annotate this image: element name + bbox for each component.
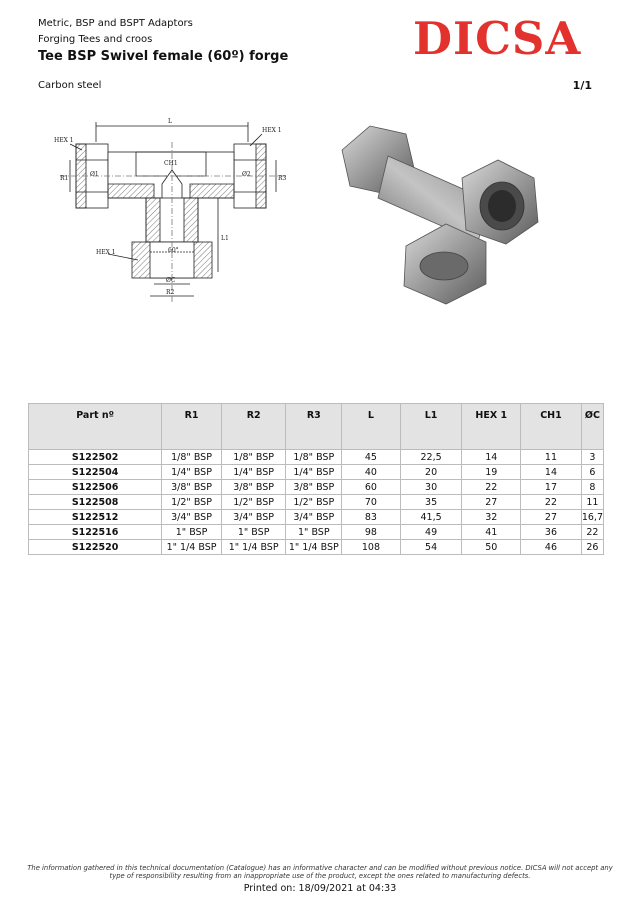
col-header-l: L: [342, 404, 401, 450]
cell-l1: 49: [400, 525, 462, 540]
page-title: Tee BSP Swivel female (60º) forge: [38, 49, 289, 64]
dim-label-l: L: [168, 118, 172, 125]
cell-r1: 3/8" BSP: [162, 480, 222, 495]
dim-label-o1: Ø1: [90, 171, 99, 178]
cell-ch1: 27: [521, 510, 582, 525]
cell-oc: 11: [581, 495, 603, 510]
cell-r3: 1" BSP: [286, 525, 342, 540]
cell-r1: 3/4" BSP: [162, 510, 222, 525]
col-header-hex1: HEX 1: [462, 404, 521, 450]
table-row: [29, 495, 604, 510]
subcategory-label: Forging Tees and croos: [38, 34, 153, 45]
dim-label-r2: R2: [166, 289, 175, 296]
cell-part-no: S122508: [29, 495, 162, 510]
cell-oc: 26: [581, 540, 603, 555]
cell-r1: 1/8" BSP: [162, 450, 222, 465]
cell-r2: 1/8" BSP: [221, 450, 286, 465]
cell-oc: 22: [581, 525, 603, 540]
cell-r3: 3/8" BSP: [286, 480, 342, 495]
technical-drawing: [50, 112, 298, 304]
cell-hex1: 41: [462, 525, 521, 540]
cell-l: 98: [342, 525, 401, 540]
cell-ch1: 11: [521, 450, 582, 465]
cell-r2: 3/4" BSP: [221, 510, 286, 525]
table-row: [29, 540, 604, 555]
dim-label-60deg: 60°: [168, 247, 179, 254]
cell-part-no: S122520: [29, 540, 162, 555]
cell-l1: 30: [400, 480, 462, 495]
cell-r1: 1/4" BSP: [162, 465, 222, 480]
cell-r3: 3/4" BSP: [286, 510, 342, 525]
dicsa-logo: DICSA: [413, 12, 582, 65]
dim-label-hex1-bottom: HEX 1: [96, 249, 116, 256]
dim-label-oc: ØC: [166, 277, 176, 284]
cell-l: 108: [342, 540, 401, 555]
cell-l1: 35: [400, 495, 462, 510]
cell-l: 83: [342, 510, 401, 525]
material-label: Carbon steel: [38, 80, 102, 91]
cell-r2: 1/2" BSP: [221, 495, 286, 510]
cell-l: 60: [342, 480, 401, 495]
cell-r2: 1" 1/4 BSP: [221, 540, 286, 555]
col-header-r3: R3: [286, 404, 342, 450]
cell-ch1: 46: [521, 540, 582, 555]
table-row: [29, 525, 604, 540]
cell-oc: 8: [581, 480, 603, 495]
col-header-ch1: CH1: [521, 404, 582, 450]
cell-r2: 1/4" BSP: [221, 465, 286, 480]
cell-hex1: 32: [462, 510, 521, 525]
cell-l: 40: [342, 465, 401, 480]
cell-part-no: S122506: [29, 480, 162, 495]
dim-label-ch1: CH1: [164, 160, 178, 167]
cell-r2: 1" BSP: [221, 525, 286, 540]
cell-l1: 22,5: [400, 450, 462, 465]
cell-part-no: S122516: [29, 525, 162, 540]
cell-r3: 1/8" BSP: [286, 450, 342, 465]
dim-label-hex1-left: HEX 1: [54, 137, 74, 144]
disclaimer-text: The information gathered in this technical documentation (Catalogue) has an informative character and can be modified without previous notice. DICSA will not accept any type of responsibility resulting from an inappropriate use of the product, except the ones related to manufacturing defects.: [27, 864, 613, 880]
cell-oc: 6: [581, 465, 603, 480]
cell-r3: 1/4" BSP: [286, 465, 342, 480]
cell-r3: 1" 1/4 BSP: [286, 540, 342, 555]
cell-hex1: 27: [462, 495, 521, 510]
category-label: Metric, BSP and BSPT Adaptors: [38, 18, 193, 29]
dim-label-r1: R1: [60, 175, 69, 182]
dim-label-o2: Ø2: [242, 171, 251, 178]
printed-date: Printed on: 18/09/2021 at 04:33: [243, 883, 397, 894]
table-row: [29, 510, 604, 525]
cell-r3: 1/2" BSP: [286, 495, 342, 510]
cell-oc: 16,7: [581, 511, 603, 523]
table-row: [29, 465, 604, 480]
col-header-r1: R1: [162, 404, 222, 450]
cell-ch1: 22: [521, 495, 582, 510]
cell-l: 45: [342, 450, 401, 465]
table-header-row: [29, 404, 604, 450]
cell-ch1: 36: [521, 525, 582, 540]
col-header-part-no: Part nº: [29, 404, 162, 450]
cell-oc: 3: [581, 450, 603, 465]
cell-part-no: S122502: [29, 450, 162, 465]
cell-r1: 1" BSP: [162, 525, 222, 540]
dim-label-r3: R3: [278, 175, 287, 182]
cell-hex1: 14: [462, 450, 521, 465]
cell-r2: 3/8" BSP: [221, 480, 286, 495]
cell-r1: 1" 1/4 BSP: [162, 540, 222, 555]
cell-hex1: 22: [462, 480, 521, 495]
page-number: 1/1: [572, 79, 592, 92]
product-render: [328, 116, 540, 308]
cell-l: 70: [342, 495, 401, 510]
col-header-l1: L1: [400, 404, 462, 450]
col-header-r2: R2: [221, 404, 286, 450]
cell-l1: 54: [400, 540, 462, 555]
cell-hex1: 50: [462, 540, 521, 555]
col-header-oc: ØC: [581, 404, 603, 450]
dim-label-hex1-right: HEX 1: [262, 127, 282, 134]
parts-table: [28, 403, 604, 555]
cell-ch1: 14: [521, 465, 582, 480]
dim-label-l1: L1: [221, 235, 229, 242]
cell-ch1: 17: [521, 480, 582, 495]
cell-part-no: S122504: [29, 465, 162, 480]
cell-r1: 1/2" BSP: [162, 495, 222, 510]
cell-l1: 20: [400, 465, 462, 480]
cell-l1: 41,5: [400, 510, 462, 525]
cell-part-no: S122512: [29, 510, 162, 525]
table-row: [29, 480, 604, 495]
cell-hex1: 19: [462, 465, 521, 480]
table-row: [29, 450, 604, 465]
